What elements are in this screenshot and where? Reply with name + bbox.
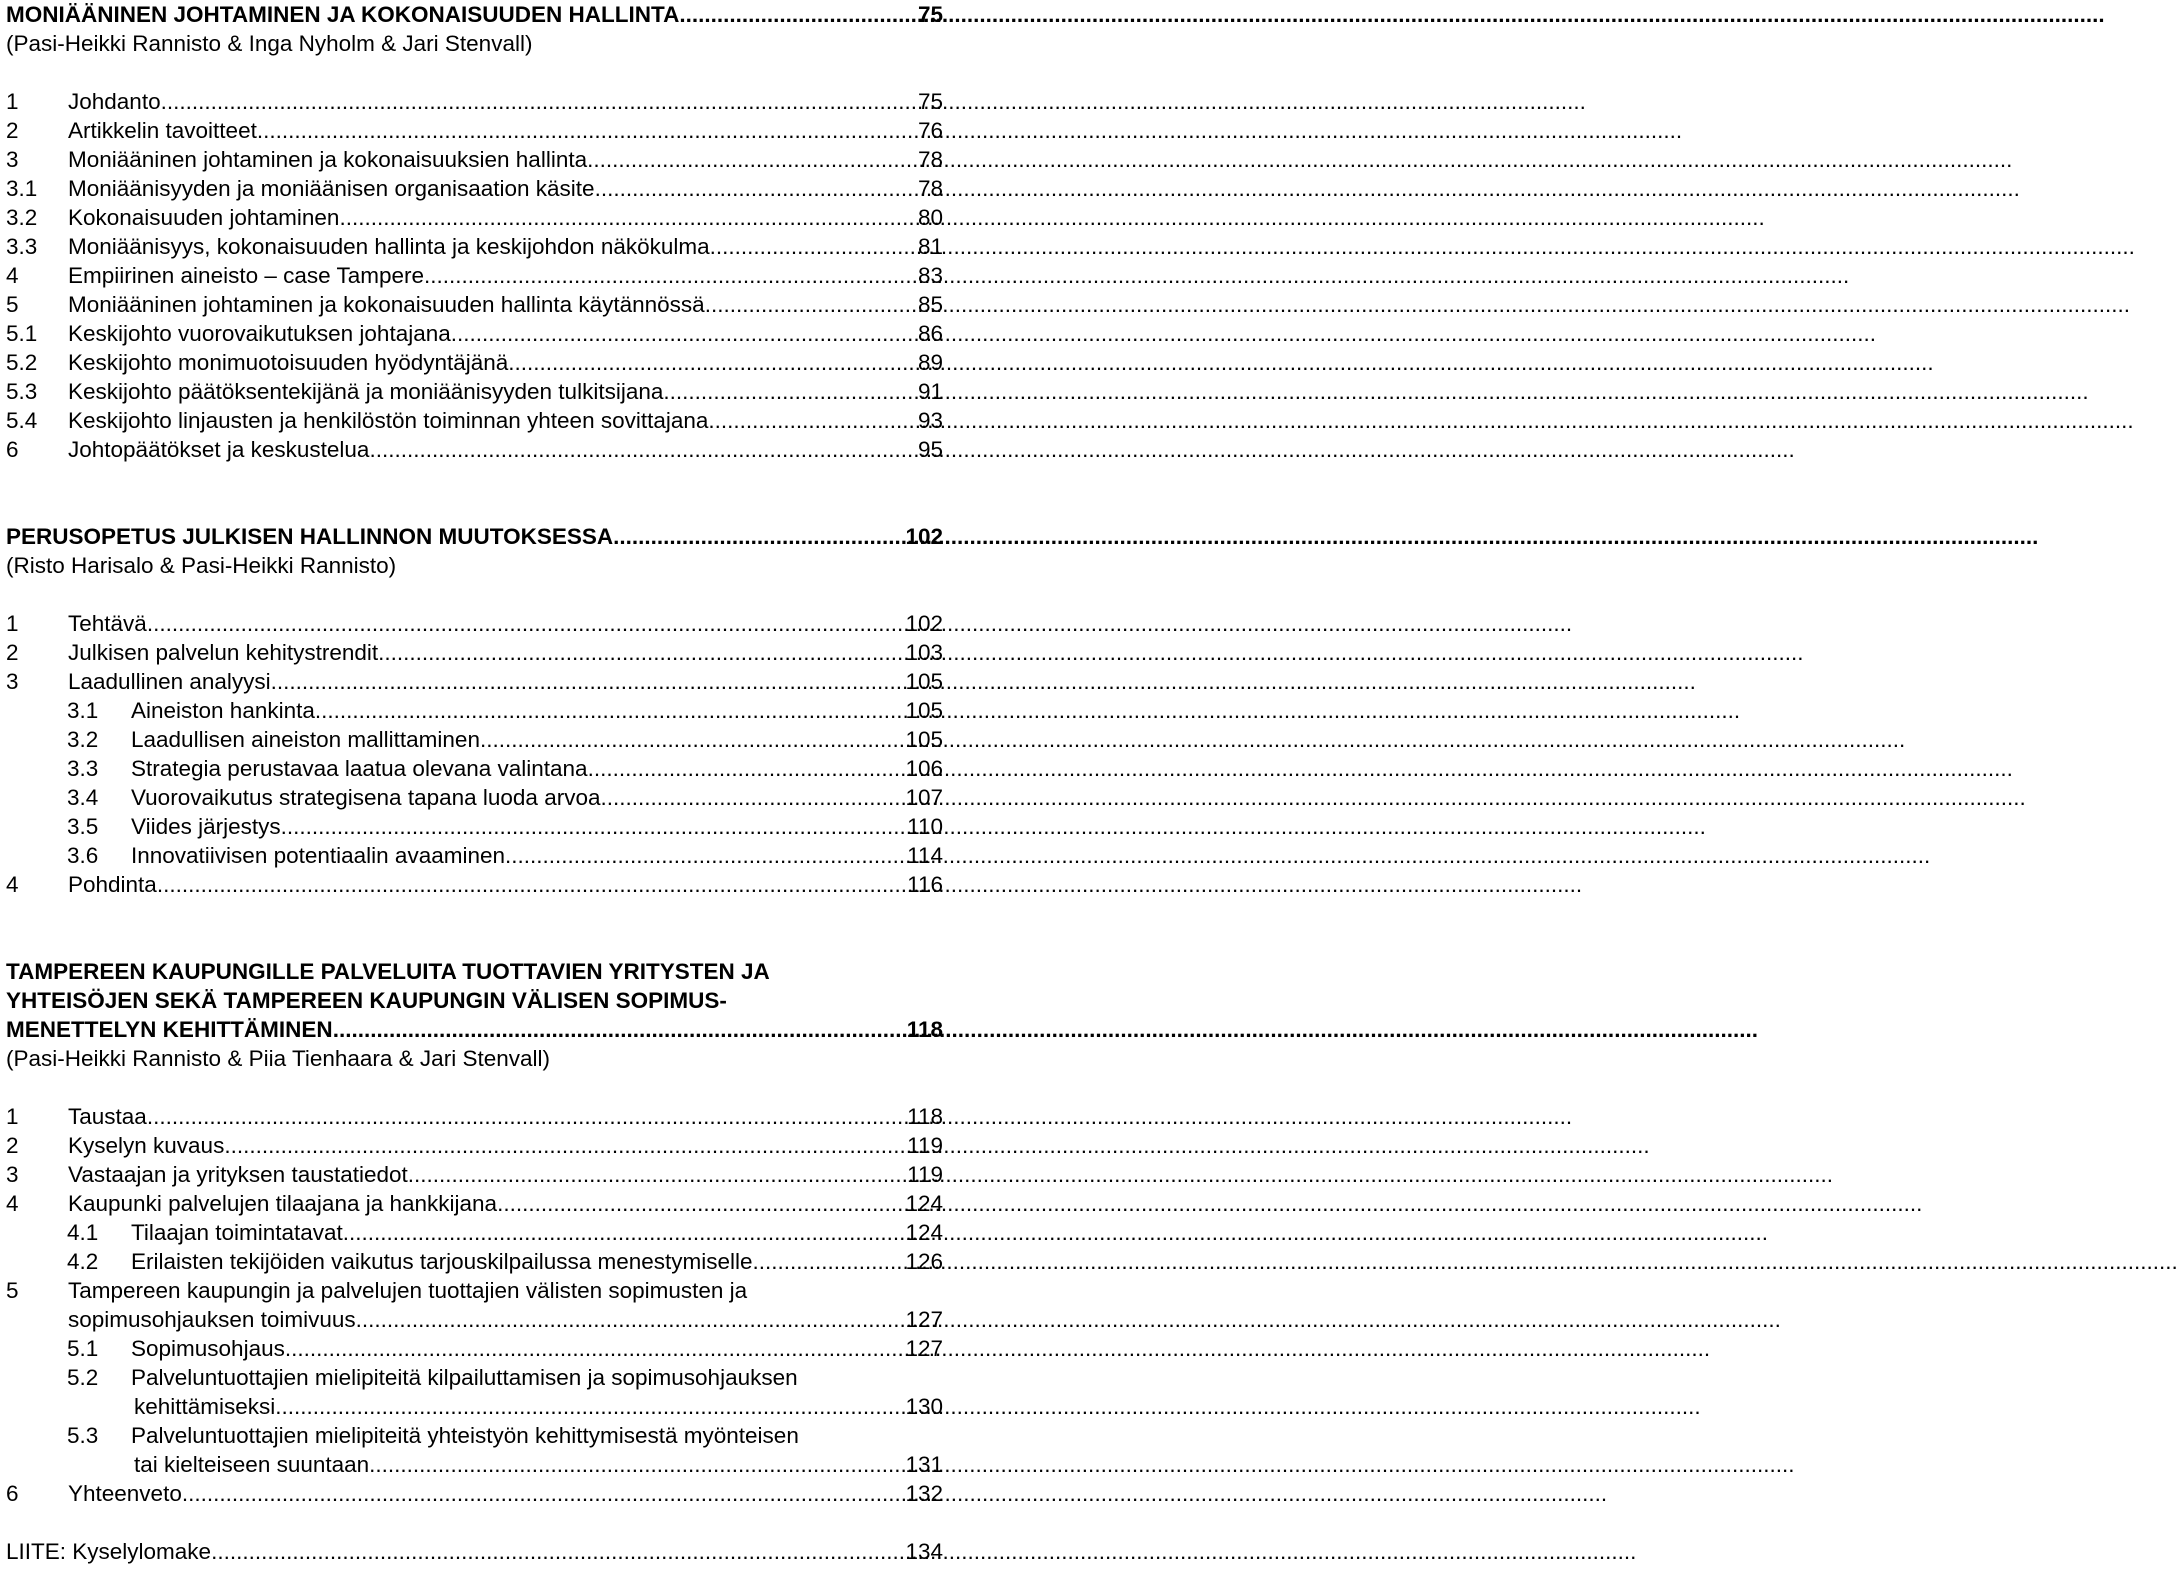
toc-entry[interactable]: [6, 116, 943, 145]
entry-number: 5.1: [67, 1336, 99, 1361]
leader-dots: [315, 696, 906, 725]
entry-number: 5.1: [6, 321, 38, 346]
entry-title: Strategia perustavaa laatua olevana valintana: [131, 756, 588, 781]
entry-number: 3.1: [6, 176, 38, 201]
leader-dots: [508, 348, 918, 377]
page-number: 127: [905, 1307, 943, 1332]
entry-title: Empiirinen aineisto – case Tampere: [68, 263, 425, 288]
entry-title: Tampereen kaupungin ja palvelujen tuottajien välisten sopimusten ja: [68, 1278, 748, 1303]
entry-number: 5: [6, 1278, 19, 1303]
page-number: 91: [917, 379, 943, 404]
toc-entry[interactable]: [6, 638, 943, 667]
entry-title: Moniäänisyys, kokonaisuuden hallinta ja keskijohdon näkökulma: [68, 234, 710, 259]
section-authors: (Risto Harisalo & Pasi-Heikki Rannisto): [6, 553, 397, 578]
toc-entry[interactable]: [6, 145, 943, 174]
entry-title: Yhteenveto: [68, 1481, 182, 1506]
section-title: MONIÄÄNINEN JOHTAMINEN JA KOKONAISUUDEN HALLINTA: [6, 2, 680, 27]
page-number: 80: [917, 205, 943, 230]
toc-entry[interactable]: [6, 290, 943, 319]
entry-title: Kyselyn kuvaus: [68, 1133, 225, 1158]
toc-entry[interactable]: [6, 1131, 943, 1160]
entry-number: 5.4: [6, 408, 38, 433]
entry-title: Pohdinta: [68, 872, 157, 897]
page-number: 89: [917, 350, 943, 375]
entry-number: 4: [6, 263, 19, 288]
toc-entry[interactable]: [6, 1160, 943, 1189]
leader-dots: [424, 261, 918, 290]
leader-dots: [369, 1450, 905, 1479]
toc-section-heading-line: TAMPEREEN KAUPUNGILLE PALVELUITA TUOTTAVIEN YRITYSTEN JA: [6, 959, 770, 984]
toc-entry[interactable]: [6, 1247, 943, 1276]
leader-dots: [705, 290, 918, 319]
entry-title: Tehtävä: [68, 611, 147, 636]
page-number: 75: [917, 2, 943, 27]
entry-number: 4: [6, 872, 19, 897]
leader-dots: [408, 1160, 907, 1189]
entry-number: 4.2: [67, 1249, 99, 1274]
leader-dots: [708, 406, 918, 435]
entry-number: 1: [6, 1104, 19, 1129]
page-number: 86: [917, 321, 943, 346]
leader-dots: [147, 1102, 907, 1131]
entry-number: 3: [6, 147, 19, 172]
toc-entry[interactable]: [6, 812, 943, 841]
page-number: 119: [907, 1162, 943, 1187]
entry-title: Laadullinen analyysi: [68, 669, 271, 694]
toc-entry[interactable]: [6, 725, 943, 754]
toc-appendix[interactable]: [6, 1537, 943, 1566]
toc-section-heading[interactable]: [6, 0, 943, 29]
toc-entry-first-line[interactable]: [6, 1421, 943, 1450]
page-number: 106: [905, 756, 943, 781]
entry-number: 3.2: [67, 727, 99, 752]
spacer: [6, 1508, 943, 1537]
page-number: 126: [905, 1249, 943, 1274]
page-number: 110: [907, 814, 943, 839]
entry-title: Vastaajan ja yrityksen taustatiedot: [68, 1162, 408, 1187]
entry-title: Keskijohto monimuotoisuuden hyödyntäjänä: [68, 350, 509, 375]
leader-dots: [224, 1131, 907, 1160]
entry-title: Aineiston hankinta: [131, 698, 315, 723]
toc-section-heading-line: YHTEISÖJEN SEKÄ TAMPEREEN KAUPUNGIN VÄLISEN SOPIMUS-: [6, 988, 727, 1013]
leader-dots: [595, 174, 918, 203]
entry-number: 2: [6, 1133, 19, 1158]
toc-entry[interactable]: [6, 1102, 943, 1131]
leader-dots: [281, 812, 907, 841]
page-number: 75: [917, 89, 943, 114]
entry-number: 5.2: [6, 350, 38, 375]
leader-dots: [710, 232, 918, 261]
toc-entry[interactable]: [6, 435, 943, 464]
entry-number: 3.4: [67, 785, 99, 810]
toc-entry[interactable]: [6, 348, 943, 377]
entry-number: 3: [6, 1162, 19, 1187]
toc-entry-first-line[interactable]: [6, 1276, 943, 1305]
entry-number: 6: [6, 1481, 19, 1506]
leader-dots: [333, 1015, 907, 1044]
leader-dots: [588, 754, 906, 783]
page-number: 103: [905, 640, 943, 665]
entry-title: Johtopäätökset ja keskustelua: [68, 437, 370, 462]
page-number: 105: [905, 669, 943, 694]
leader-dots: [753, 1247, 906, 1276]
leader-dots: [343, 1218, 906, 1247]
leader-dots: [505, 841, 907, 870]
entry-title: Moniäänisyyden ja moniäänisen organisaation käsite: [68, 176, 595, 201]
spacer: [6, 1073, 943, 1102]
spacer: [6, 58, 943, 87]
toc-entry[interactable]: [6, 754, 943, 783]
entry-number: 6: [6, 437, 19, 462]
entry-title: Innovatiivisen potentiaalin avaaminen: [131, 843, 505, 868]
toc-entry[interactable]: [6, 1334, 943, 1363]
page-number: 131: [905, 1452, 943, 1477]
entry-title: Kaupunki palvelujen tilaajana ja hankkijana: [68, 1191, 498, 1216]
entry-title-continuation: sopimusohjauksen toimivuus: [68, 1307, 356, 1332]
toc-entry[interactable]: [6, 232, 943, 261]
toc-entry-continuation[interactable]: [6, 1392, 943, 1421]
entry-title: Sopimusohjaus: [131, 1336, 285, 1361]
page-number: 124: [905, 1191, 943, 1216]
entry-title: Viides järjestys: [131, 814, 281, 839]
entry-number: 3.2: [6, 205, 38, 230]
entry-title: Erilaisten tekijöiden vaikutus tarjouskilpailussa menestymiselle: [131, 1249, 753, 1274]
page-number: 114: [907, 843, 943, 868]
entry-number: 3.6: [67, 843, 99, 868]
spacer: [6, 899, 943, 957]
entry-number: 2: [6, 640, 19, 665]
leader-dots: [147, 609, 906, 638]
entry-title: Taustaa: [68, 1104, 147, 1129]
entry-title: Moniääninen johtaminen ja kokonaisuuden hallinta käytännössä: [68, 292, 705, 317]
table-of-contents: [6, 0, 943, 1566]
page-number: 130: [905, 1394, 943, 1419]
leader-dots: [480, 725, 905, 754]
toc-entry[interactable]: [6, 1189, 943, 1218]
page-number: 127: [905, 1336, 943, 1361]
page-number: 102: [905, 611, 943, 636]
toc-entry-first-line[interactable]: [6, 1363, 943, 1392]
entry-number: 1: [6, 89, 19, 114]
page-number: 93: [917, 408, 943, 433]
entry-title: Laadullisen aineiston mallittaminen: [131, 727, 480, 752]
leader-dots: [157, 870, 907, 899]
toc-entry[interactable]: [6, 783, 943, 812]
page-number: 134: [905, 1539, 943, 1564]
entry-title: Keskijohto päätöksentekijänä ja moniäänisyyden tulkitsijana: [68, 379, 664, 404]
leader-dots: [257, 116, 918, 145]
entry-title: Johdanto: [68, 89, 161, 114]
page-number: 81: [917, 234, 943, 259]
leader-dots: [369, 435, 918, 464]
page-number: 76: [917, 118, 943, 143]
entry-number: 3.5: [67, 814, 99, 839]
entry-title-continuation: tai kielteiseen suuntaan: [134, 1452, 370, 1477]
appendix-title: LIITE: Kyselylomake: [6, 1539, 212, 1564]
leader-dots: [339, 203, 918, 232]
entry-number: 4.1: [67, 1220, 99, 1245]
entry-title: Vuorovaikutus strategisena tapana luoda arvoa: [131, 785, 601, 810]
toc-entry[interactable]: [6, 1479, 943, 1508]
section-title: PERUSOPETUS JULKISEN HALLINNON MUUTOKSESSA: [6, 524, 614, 549]
leader-dots: [497, 1189, 905, 1218]
section-title: MENETTELYN KEHITTÄMINEN: [6, 1017, 333, 1042]
entry-number: 5.3: [6, 379, 38, 404]
leader-dots: [356, 1305, 906, 1334]
entry-title: Julkisen palvelun kehitystrendit: [68, 640, 379, 665]
entry-number: 4: [6, 1191, 19, 1216]
leader-dots: [211, 1537, 905, 1566]
page-number: 78: [917, 147, 943, 172]
leader-dots: [285, 1334, 906, 1363]
entry-title: Tilaajan toimintatavat: [131, 1220, 343, 1245]
toc-entry[interactable]: [6, 696, 943, 725]
toc-section-heading[interactable]: [6, 522, 943, 551]
page-number: 124: [905, 1220, 943, 1245]
leader-dots: [182, 1479, 906, 1508]
leader-dots: [679, 0, 918, 29]
toc-entry[interactable]: [6, 377, 943, 406]
entry-title: Keskijohto vuorovaikutuksen johtajana: [68, 321, 451, 346]
toc-entry[interactable]: [6, 1218, 943, 1247]
page-number: 118: [907, 1104, 943, 1129]
leader-dots: [613, 522, 905, 551]
page-number: 105: [905, 698, 943, 723]
toc-entry[interactable]: [6, 203, 943, 232]
toc-entry[interactable]: [6, 870, 943, 899]
toc-entry-continuation[interactable]: [6, 1450, 943, 1479]
spacer: [6, 464, 943, 522]
spacer: [6, 580, 943, 609]
entry-number: 5.3: [67, 1423, 99, 1448]
page-number: 83: [917, 263, 943, 288]
toc-entry-continuation[interactable]: [6, 1305, 943, 1334]
leader-dots: [271, 667, 906, 696]
entry-title: Keskijohto linjausten ja henkilöstön toiminnan yhteen sovittajana: [68, 408, 709, 433]
entry-number: 3: [6, 669, 19, 694]
entry-title-continuation: kehittämiseksi: [134, 1394, 276, 1419]
leader-dots: [275, 1392, 905, 1421]
section-authors: (Pasi-Heikki Rannisto & Piia Tienhaara & Jari Stenvall): [6, 1046, 550, 1071]
entry-title: Moniääninen johtaminen ja kokonaisuuksien hallinta: [68, 147, 588, 172]
page-number: 132: [905, 1481, 943, 1506]
toc-section-heading[interactable]: [6, 1015, 943, 1044]
toc-entry[interactable]: [6, 87, 943, 116]
toc-entry[interactable]: [6, 261, 943, 290]
entry-title: Palveluntuottajien mielipiteitä yhteistyön kehittymisestä myönteisen: [131, 1423, 799, 1448]
toc-entry[interactable]: [6, 319, 943, 348]
entry-title: Palveluntuottajien mielipiteitä kilpailuttamisen ja sopimusohjauksen: [131, 1365, 798, 1390]
entry-number: 2: [6, 118, 19, 143]
section-authors: (Pasi-Heikki Rannisto & Inga Nyholm & Jari Stenvall): [6, 31, 533, 56]
page-number: 85: [917, 292, 943, 317]
page-number: 105: [905, 727, 943, 752]
leader-dots: [378, 638, 905, 667]
entry-title: Artikkelin tavoitteet: [68, 118, 257, 143]
leader-dots: [161, 87, 918, 116]
page-number: 119: [907, 1133, 943, 1158]
toc-entry[interactable]: [6, 174, 943, 203]
entry-number: 3.1: [67, 698, 99, 723]
leader-dots: [451, 319, 918, 348]
leader-dots: [663, 377, 918, 406]
entry-number: 5: [6, 292, 19, 317]
leader-dots: [600, 783, 905, 812]
entry-number: 1: [6, 611, 19, 636]
page-number: 118: [906, 1017, 943, 1042]
toc-entry[interactable]: [6, 406, 943, 435]
toc-entry[interactable]: [6, 667, 943, 696]
page-number: 102: [905, 524, 943, 549]
page-number: 107: [905, 785, 943, 810]
leader-dots: [587, 145, 918, 174]
entry-number: 3.3: [6, 234, 38, 259]
page-number: 116: [907, 872, 943, 897]
entry-number: 3.3: [67, 756, 99, 781]
page-number: 78: [917, 176, 943, 201]
entry-title: Kokonaisuuden johtaminen: [68, 205, 340, 230]
page-number: 95: [917, 437, 943, 462]
toc-entry[interactable]: [6, 841, 943, 870]
entry-number: 5.2: [67, 1365, 99, 1390]
toc-entry[interactable]: [6, 609, 943, 638]
